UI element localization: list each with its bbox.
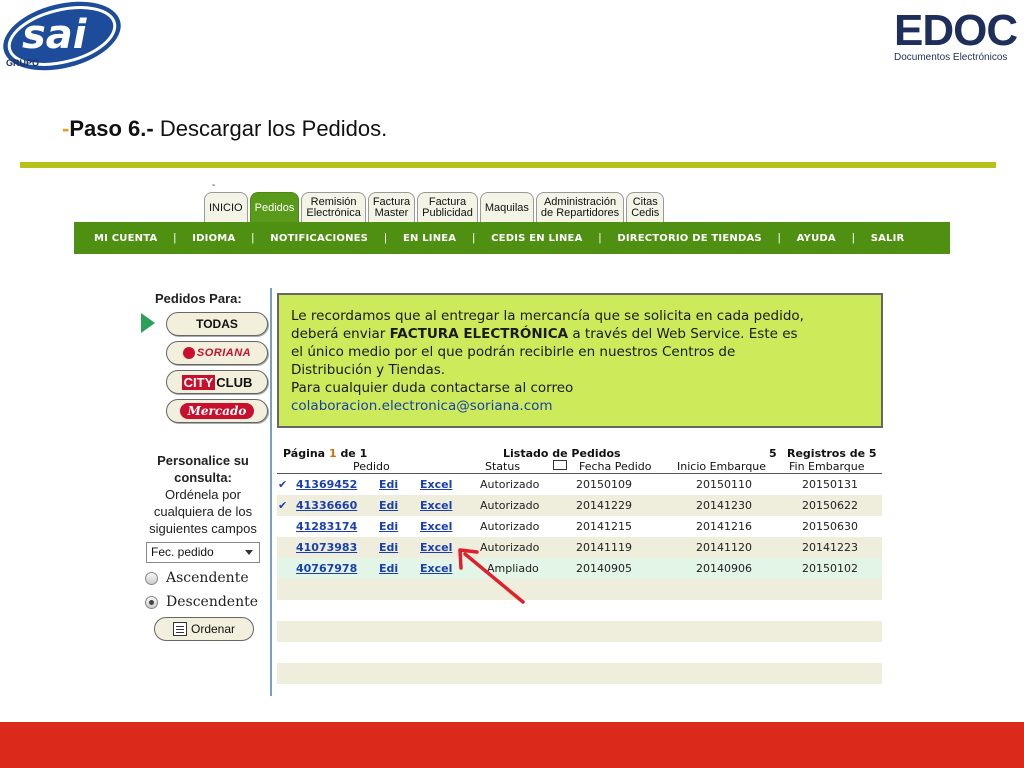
fecha-cell: 20150109: [576, 478, 632, 491]
soriana-logo-icon: [183, 347, 195, 359]
personalice-text: [140, 452, 266, 537]
notice-line: deberá enviar FACTURA ELECTRÓNICA a través del Web Service. Este es: [291, 326, 798, 342]
nav-mi-cuenta[interactable]: MI CUENTA: [94, 232, 158, 244]
radio-circle-checked-icon: [145, 596, 158, 609]
notepad-icon: [173, 622, 187, 636]
registros-label: Registros de 5: [787, 447, 877, 460]
pedido-count: 5: [769, 447, 777, 460]
todas-label: TODAS: [196, 317, 238, 331]
pedidos-table: [277, 446, 882, 684]
empty-row: [277, 642, 882, 663]
table-header: [277, 460, 882, 474]
pedido-link[interactable]: 40767978: [296, 562, 358, 575]
notice-line: Para cualquier duda contactarse al correo: [291, 380, 574, 396]
fecha-cell: 20141119: [576, 541, 632, 554]
edoc-logo: [890, 8, 1022, 68]
pagination-label: Página 1 de 1: [283, 447, 368, 460]
col-fecha-pedido[interactable]: Fecha Pedido: [579, 460, 652, 473]
listado-title: Listado de Pedidos: [503, 447, 621, 460]
tab-remision-electronica[interactable]: Remisión Electrónica: [301, 192, 365, 222]
excel-link[interactable]: Excel: [420, 562, 453, 575]
nav-separator: |: [384, 232, 387, 244]
status-cell: Autorizado: [480, 478, 540, 491]
notice-line: Distribución y Tiendas.: [291, 362, 446, 378]
inicio-cell: 20141120: [696, 541, 752, 554]
cityclub-logo: CITY CLUB: [183, 374, 253, 390]
pedido-link[interactable]: 41336660: [296, 499, 358, 512]
status-cell: Autorizado: [480, 499, 540, 512]
personalice-title: Personalice su consulta:: [157, 453, 249, 485]
inicio-cell: 20141230: [696, 499, 752, 512]
nav-en-linea[interactable]: EN LINEA: [402, 232, 457, 244]
ordenar-button[interactable]: [154, 617, 254, 641]
table-summary-row: [277, 446, 882, 460]
annotation-arrow-icon: [455, 546, 530, 608]
sai-grupo-logo: [0, 0, 124, 72]
edi-link[interactable]: Edi: [379, 541, 399, 554]
todas-button[interactable]: [166, 312, 268, 336]
radio-ascendente-label: Ascendente: [166, 570, 249, 586]
nav-separator: |: [251, 232, 255, 244]
notice-line: el único medio por el que podrán recibirle en nuestros Centros de: [291, 344, 736, 360]
checkmark-icon: ✔: [278, 499, 288, 512]
tab-maquilas[interactable]: Maquilas: [480, 192, 534, 222]
nav-salir[interactable]: SALIR: [870, 232, 905, 244]
nav-separator: |: [598, 232, 602, 244]
col-fin-embarque[interactable]: Fin Embarque: [789, 460, 865, 473]
notice-line: Le recordamos que al entregar la mercancía que se solicita en cada pedido,: [291, 308, 804, 324]
slide-title: [62, 116, 387, 142]
table-row: [277, 558, 882, 579]
cityclub-button[interactable]: [166, 370, 268, 394]
excel-link[interactable]: Excel: [420, 478, 453, 491]
empty-row: [277, 579, 882, 600]
tab-citas-cedis[interactable]: Citas Cedis: [626, 192, 664, 222]
pedido-link[interactable]: 41369452: [296, 478, 358, 491]
excel-link[interactable]: Excel: [420, 499, 453, 512]
empty-row: [277, 621, 882, 642]
col-status[interactable]: Status: [485, 460, 521, 473]
fecha-cell: 20141215: [576, 520, 632, 533]
radio-circle-icon: [145, 572, 158, 585]
col-pedido[interactable]: Pedido: [353, 460, 390, 473]
soriana-button[interactable]: [166, 341, 268, 365]
tab-pedidos[interactable]: Pedidos: [250, 192, 300, 222]
footer-bar: [0, 722, 1024, 768]
svg-text:GRUPO: GRUPO: [6, 58, 40, 68]
table-row: [277, 537, 882, 558]
title-text: Descargar los Pedidos.: [153, 116, 388, 141]
svg-text:sai: sai: [22, 12, 87, 58]
fin-cell: 20150102: [802, 562, 858, 575]
empty-row: [277, 663, 882, 684]
sort-field-value: Fec. pedido: [151, 545, 214, 559]
main-nav: [74, 222, 950, 254]
excel-link[interactable]: Excel: [420, 520, 453, 533]
inicio-cell: 20141216: [696, 520, 752, 533]
vertical-divider: [270, 288, 272, 696]
edoc-wordmark: EDOC: [894, 6, 1018, 55]
pedido-link[interactable]: 41283174: [296, 520, 358, 533]
sort-field-select[interactable]: [146, 542, 260, 563]
fin-cell: 20150131: [802, 478, 858, 491]
radio-descendente-label: Descendente: [166, 594, 259, 610]
nav-separator: |: [472, 232, 476, 244]
notice-box: [277, 293, 883, 428]
radio-descendente[interactable]: [145, 594, 258, 610]
selected-arrow-icon: [141, 313, 155, 333]
nav-directorio-tiendas[interactable]: DIRECTORIO DE TIENDAS: [617, 232, 762, 244]
title-step: Paso 6.-: [69, 116, 154, 141]
edi-link[interactable]: Edi: [379, 520, 399, 533]
nav-idioma[interactable]: IDIOMA: [192, 232, 236, 244]
tab-tick: -: [212, 180, 216, 191]
status-cell: Ampliado: [487, 562, 539, 575]
fin-cell: 20150622: [802, 499, 858, 512]
col-inicio-embarque[interactable]: Inicio Embarque: [677, 460, 767, 473]
table-row: [277, 495, 882, 516]
nav-separator: |: [851, 232, 855, 244]
chevron-down-icon: [245, 550, 253, 555]
title-divider: [20, 162, 996, 168]
personalice-instructions: Ordénela por cualquiera de los siguientes campos: [149, 487, 257, 536]
sort-icon[interactable]: [553, 460, 567, 470]
ordenar-label: Ordenar: [190, 622, 236, 636]
fin-cell: 20141223: [802, 541, 858, 554]
empty-row: [277, 600, 882, 621]
edi-link[interactable]: Edi: [379, 562, 399, 575]
fecha-cell: 20140905: [576, 562, 632, 575]
nav-separator: |: [777, 232, 781, 244]
edi-link[interactable]: Edi: [379, 499, 399, 512]
inicio-cell: 20150110: [696, 478, 752, 491]
excel-link[interactable]: Excel: [420, 541, 453, 554]
mercado-logo: Mercado: [180, 403, 255, 419]
nav-notificaciones[interactable]: NOTIFICACIONES: [270, 232, 369, 244]
edoc-tagline: Documentos Electrónicos: [894, 52, 1008, 63]
inicio-cell: 20140906: [696, 562, 752, 575]
checkmark-icon: ✔: [278, 478, 288, 491]
nav-cedis-en-linea[interactable]: CEDIS EN LINEA: [491, 232, 583, 244]
title-dash: -: [62, 116, 70, 141]
fecha-cell: 20141229: [576, 499, 632, 512]
tab-inicio[interactable]: INICIO: [204, 192, 248, 222]
nav-ayuda[interactable]: AYUDA: [796, 232, 836, 244]
soriana-label: SORIANA: [196, 347, 252, 359]
top-tabs: [204, 192, 664, 222]
status-cell: Autorizado: [480, 541, 540, 554]
notice-email[interactable]: colaboracion.electronica@soriana.com: [291, 398, 553, 414]
tab-factura-publicidad[interactable]: Factura Publicidad: [417, 192, 478, 222]
pedido-link[interactable]: 41073983: [296, 541, 358, 554]
edi-link[interactable]: Edi: [379, 478, 399, 491]
pedidos-para-label: Pedidos Para:: [155, 291, 242, 306]
radio-ascendente[interactable]: [145, 570, 249, 586]
tab-administracion-repartidores[interactable]: Administración de Repartidores: [536, 192, 624, 222]
nav-separator: |: [173, 232, 177, 244]
status-cell: Autorizado: [480, 520, 540, 533]
tab-factura-master[interactable]: Factura Master: [368, 192, 415, 222]
fin-cell: 20150630: [802, 520, 858, 533]
mercado-button[interactable]: [166, 399, 268, 423]
table-row: [277, 474, 882, 495]
table-row: [277, 516, 882, 537]
